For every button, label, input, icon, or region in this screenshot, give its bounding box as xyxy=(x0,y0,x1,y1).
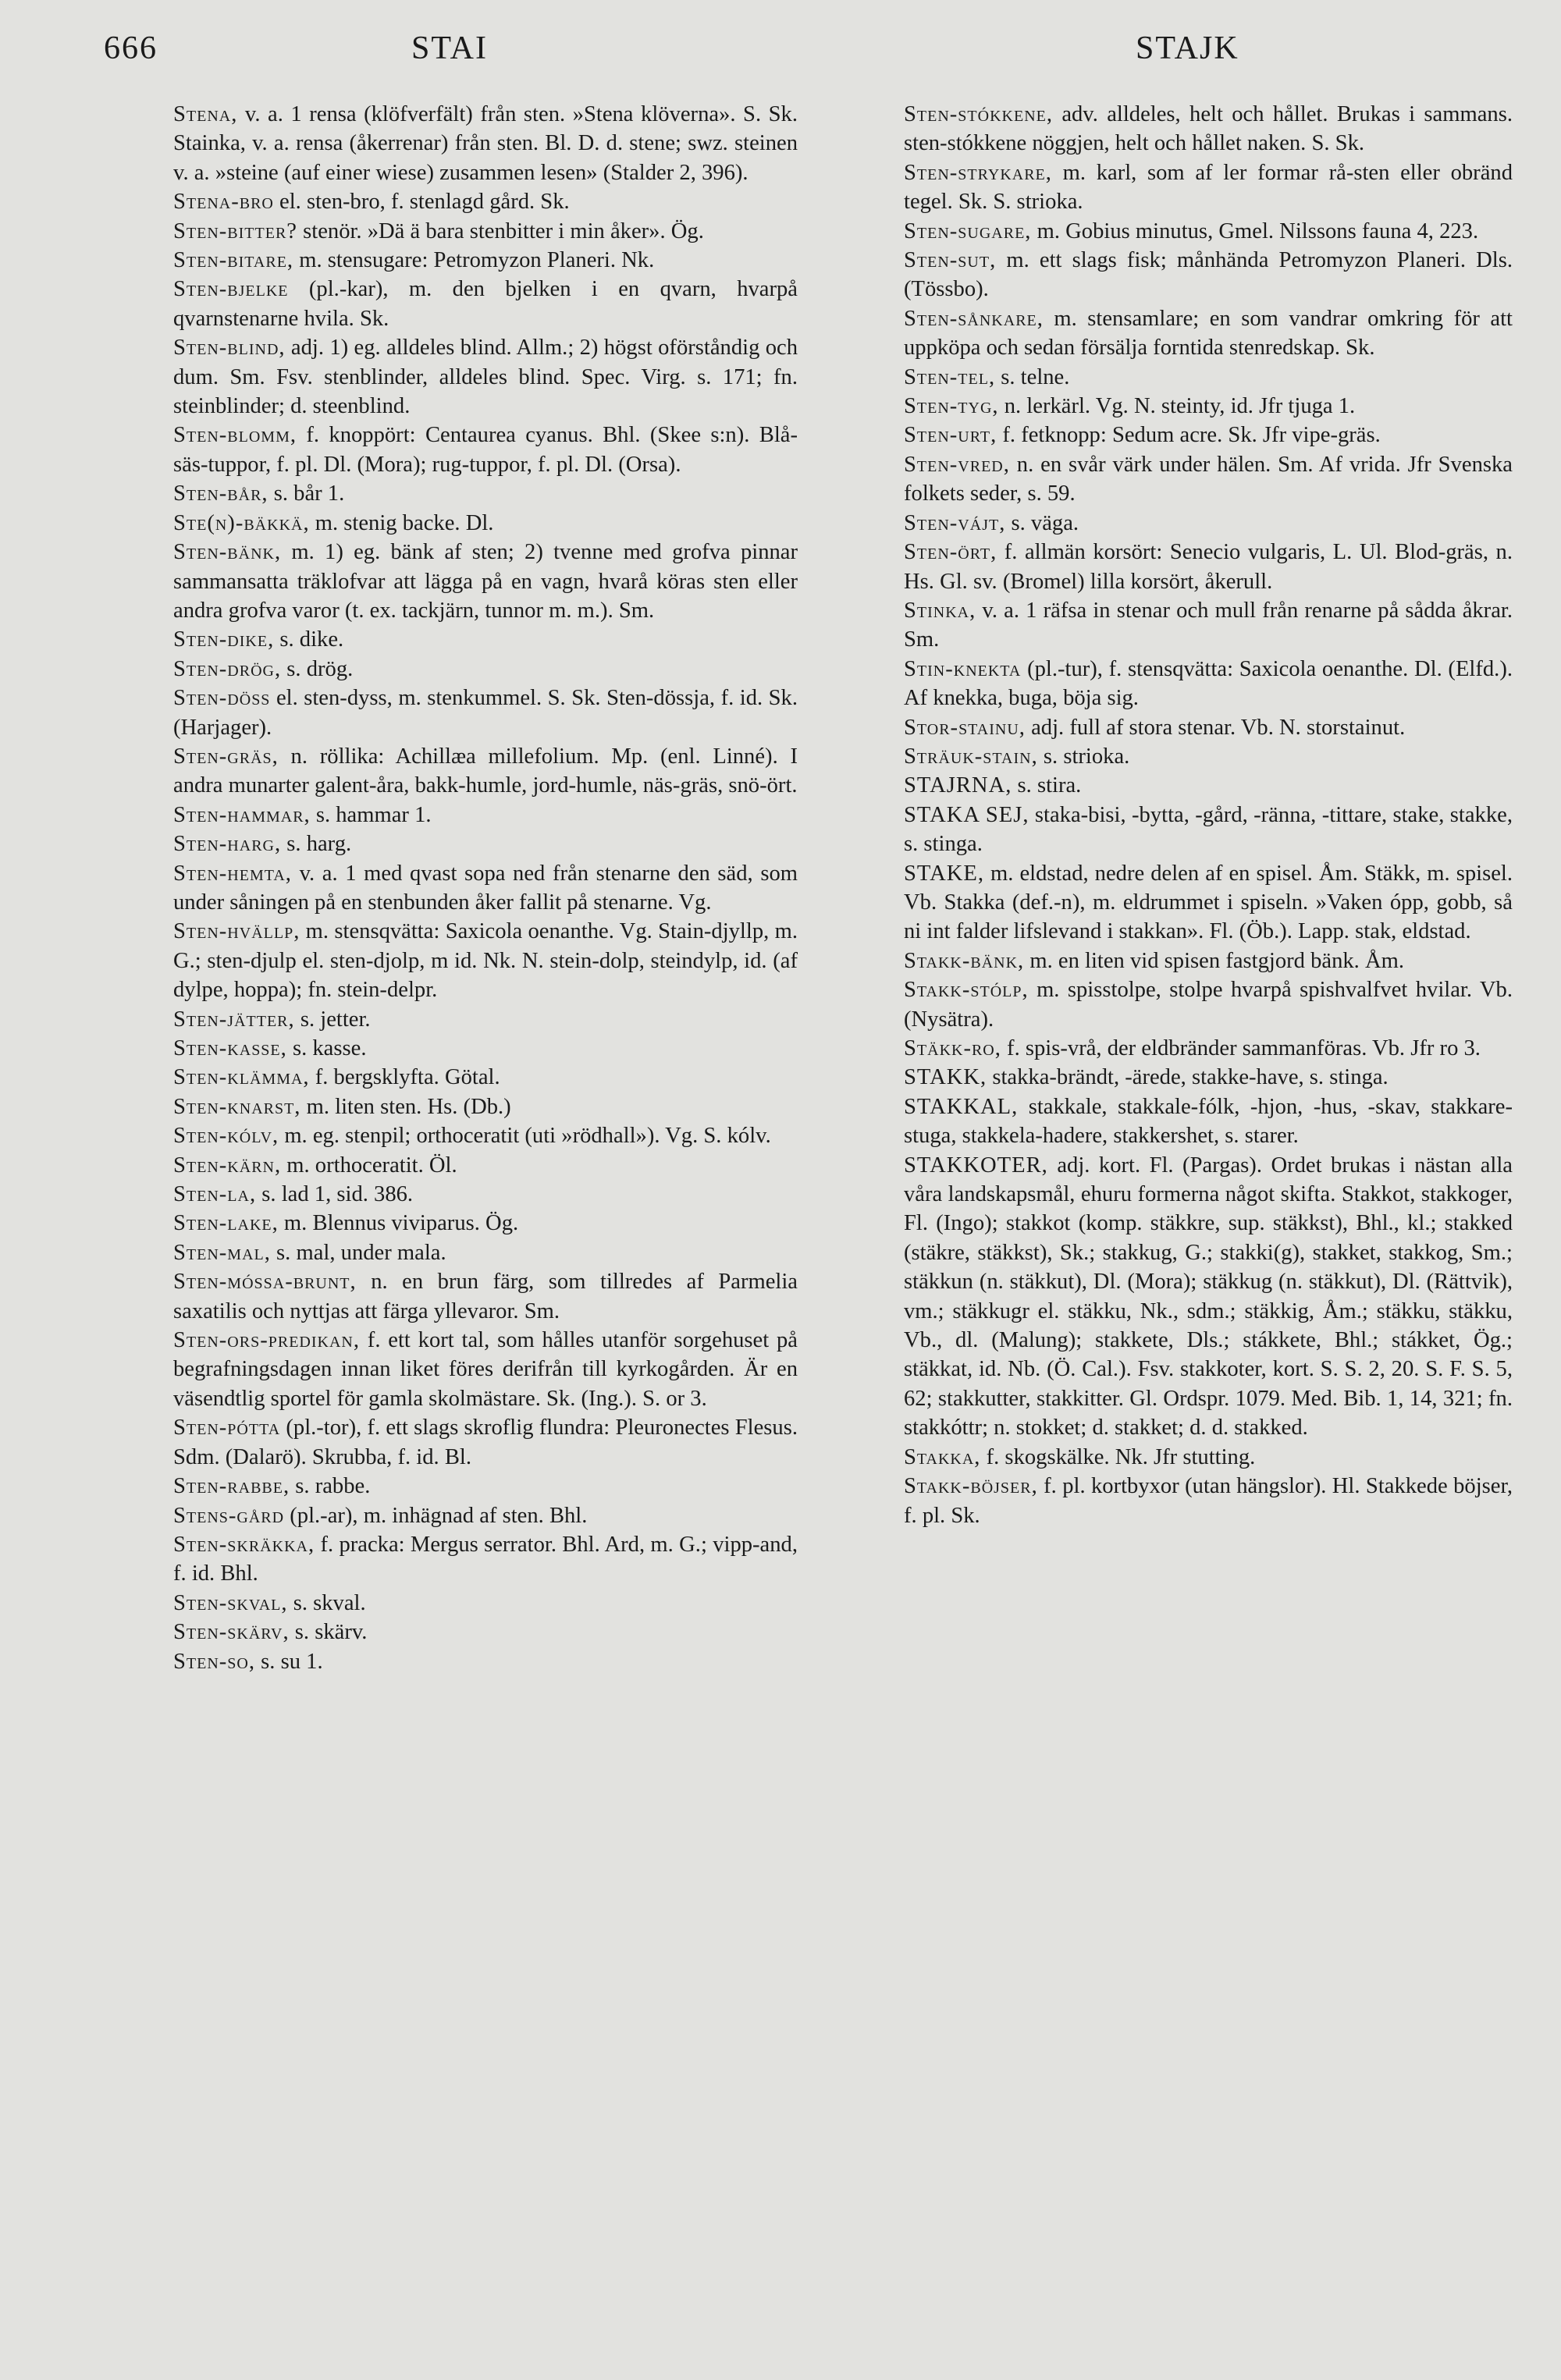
entry-headword: Sten-sånkare, xyxy=(904,306,1044,331)
entry-headword: Sten-sugare, xyxy=(904,218,1032,243)
dictionary-entry xyxy=(173,1005,798,1034)
dictionary-entry xyxy=(904,421,1513,449)
dictionary-entry xyxy=(173,1092,798,1121)
entry-headword: Sten-bitter? xyxy=(173,218,297,243)
entry-headword: Sten-so, xyxy=(173,1649,256,1674)
entry-headword: Sten-vred, xyxy=(904,452,1010,477)
dictionary-entry xyxy=(904,392,1513,421)
entry-headword: STAKA SEJ, xyxy=(904,802,1029,827)
entry-definition: f. pl. kortbyxor (utan hängslor). Hl. Stakkede böjser, f. pl. Sk. xyxy=(904,1474,1513,1528)
entry-headword: STAJRNA, xyxy=(904,773,1012,798)
dictionary-entry xyxy=(904,975,1513,1034)
entry-definition: f. ett kort tal, som hålles utanför sorgehuset på begrafningsdagen innan liket föres derifrån till kyrkogården. Är en väsendtlig sportel för gamla skolmästare. Sk. (Ing.). S. or 3. xyxy=(173,1328,798,1411)
dictionary-entry xyxy=(173,655,798,684)
entry-headword: Sten-bår, xyxy=(173,481,268,506)
entry-headword: Stin-knekta xyxy=(904,656,1022,681)
entry-headword: Sten-blind, xyxy=(173,336,286,361)
entry-headword: Sten-la, xyxy=(173,1182,257,1207)
entry-headword: Sten-hemta, xyxy=(173,861,292,886)
entry-definition: stakka-brändt, -ärede, stakke-have, s. stinga. xyxy=(987,1065,1389,1090)
entry-definition: m. stensqvätta: Saxicola oenanthe. Vg. Stain-djyllp, m. G.; sten-djulp el. sten-djolp, m id. Nk. N. stein-dolp, steindylp, id. (af dylpe, hoppa); fn. stein-delpr. xyxy=(173,919,798,1003)
entry-headword: Stor-stainu, xyxy=(904,715,1026,740)
dictionary-entry xyxy=(904,1034,1513,1063)
dictionary-entry xyxy=(904,801,1513,859)
entry-definition: m. stensugare: Petromyzon Planeri. Nk. xyxy=(293,248,655,273)
dictionary-entry xyxy=(173,538,798,625)
entry-headword: Sten-harg, xyxy=(173,832,282,857)
dictionary-entry xyxy=(173,1530,798,1589)
dictionary-entry xyxy=(173,917,798,1004)
entry-headword: Sten-ört, xyxy=(904,540,997,565)
entry-headword: Sten-kasse, xyxy=(173,1036,287,1060)
entry-headword: Sten-lake, xyxy=(173,1211,279,1236)
entry-headword: Stakka, xyxy=(904,1444,981,1469)
entry-headword: Sten-urt, xyxy=(904,423,997,448)
entry-definition: m. ett slags fisk; månhända Petromyzon Planeri. Dls. (Tössbo). xyxy=(904,248,1513,302)
entry-definition: s. kasse. xyxy=(286,1036,367,1060)
dictionary-entry xyxy=(904,304,1513,363)
dictionary-entry xyxy=(904,538,1513,596)
entry-headword: Sten-bitare, xyxy=(173,248,294,273)
dictionary-entry xyxy=(173,1034,798,1063)
dictionary-entry xyxy=(904,509,1513,538)
entry-headword: Sträuk-stain, xyxy=(904,744,1038,769)
entry-headword: Sten-vájt, xyxy=(904,510,1006,535)
entry-definition: s. lad 1, sid. 386. xyxy=(256,1182,414,1207)
entry-headword: Stäkk-ro, xyxy=(904,1036,1001,1060)
entry-headword: Sten-pótta xyxy=(173,1416,281,1440)
entry-definition: m. karl, som af ler formar rå-sten eller obränd tegel. Sk. S. strioka. xyxy=(904,160,1513,215)
dictionary-entry xyxy=(904,246,1513,304)
dictionary-entry xyxy=(904,217,1513,246)
entry-headword: Sten-gräs, xyxy=(173,744,279,769)
dictionary-entry xyxy=(904,947,1513,975)
dictionary-entry xyxy=(904,859,1513,947)
entry-definition: n. en svår värk under hälen. Sm. Af vrida. Jfr Svenska folkets seder, s. 59. xyxy=(904,452,1513,506)
entry-definition: adj. full af stora stenar. Vb. N. storstainut. xyxy=(1025,715,1406,740)
entry-headword: Sten-bjelke xyxy=(173,277,289,302)
entry-headword: Sten-hammar, xyxy=(173,802,311,827)
entry-headword: Stena-bro xyxy=(173,190,274,215)
entry-definition: adj. kort. Fl. (Pargas). Ordet brukas i nästan alla våra landskapsmål, ehuru formerna något skifta. Stakkot, stakkoger, Fl. (Ingo); stakkot (komp. stäkkre, sup. stäkkst), Bhl., kl.; stakked (stäkre, stäkkst), Sk.; stakkug, G.; stakki(g), stakket, stakkog, Sm.; stäkkun (n. stäkkut), Dl. (Mora); stäkkug (n. stäkkut), Dl. (Rättvik), vm.; stäkkugr el. stäkku, Nk., sdm.; stäkkig, Åm.; stäkku, stäkku, Vb., dl. (Malung); stakkete, Dls.; stákkete, Bhl.; stákket, Ög.; stäkkat, id. Nb. (Ö. Cal.). Fsv. stakkoter, kort. S. S. 2, 20. S. F. S. 5, 62; stakkutter, stakkitter. Gl. Ordspr. 1079. Med. Bib. 1, 14, 321; fn. stakkóttr; n. stokket; d. stakket; d. d. stakked. xyxy=(904,1153,1513,1440)
dictionary-entry xyxy=(173,742,798,801)
entry-definition: f. pracka: Mergus serrator. Bhl. Ard, m. G.; vipp-and, f. id. Bhl. xyxy=(173,1532,798,1586)
entry-definition: stenör. »Dä ä bara stenbitter i min åker». Ög. xyxy=(297,218,704,243)
dictionary-entry xyxy=(173,829,798,858)
entry-definition: m. eg. stenpil; orthoceratit (uti »rödhall»). Vg. S. kólv. xyxy=(279,1124,771,1149)
entry-headword: Sten-skval, xyxy=(173,1590,288,1615)
dictionary-entry xyxy=(173,1472,798,1501)
entry-headword: Stinka, xyxy=(904,598,976,623)
entry-definition: s. dike. xyxy=(274,627,344,652)
dictionary-entry xyxy=(904,363,1513,392)
dictionary-entry xyxy=(904,655,1513,713)
entry-headword: Sten-tel, xyxy=(904,364,996,389)
entry-headword: Sten-skärv, xyxy=(173,1620,290,1645)
dictionary-entry xyxy=(173,1501,798,1530)
entry-definition: m. Gobius minutus, Gmel. Nilssons fauna 4, 223. xyxy=(1031,218,1479,243)
entry-headword: Sten-drög, xyxy=(173,656,282,681)
dictionary-entry xyxy=(904,771,1513,800)
dictionary-entry xyxy=(173,801,798,829)
entry-definition: s. rabbe. xyxy=(290,1474,371,1499)
entry-definition: v. a. 1 rensa (klöfverfält) från sten. »Stena klöverna». S. Sk. Stainka, v. a. rensa (åkerrenar) från sten. Bl. D. d. stene; swz. steinen v. a. »steine (auf einer wiese) zusammen lesen» (Stalder 2, 396). xyxy=(173,102,798,185)
entry-headword: Sten-klämma, xyxy=(173,1065,310,1090)
entry-definition: s. mal, under mala. xyxy=(270,1240,446,1265)
entry-headword: Sten-móssa-brunt, xyxy=(173,1270,357,1295)
dictionary-entry xyxy=(173,1647,798,1676)
entry-headword: Sten-kólv, xyxy=(173,1124,279,1149)
dictionary-entry xyxy=(173,479,798,508)
right-running-title: STAJK xyxy=(1136,30,1239,66)
dictionary-entry xyxy=(904,158,1513,217)
entry-definition: adj. 1) eg. alldeles blind. Allm.; 2) högst oförståndig och dum. Sm. Fsv. stenblinder, alldeles blind. Spec. Virg. s. 171; fn. steinblinder; d. steenblind. xyxy=(173,336,798,419)
entry-headword: Stena, xyxy=(173,102,238,126)
entry-definition: n. en brun färg, som tillredes af Parmelia saxatilis och nyttjas att färga yllevaror. Sm. xyxy=(173,1270,798,1323)
entry-headword: Sten-kärn, xyxy=(173,1153,282,1178)
entry-headword: Sten-ors-predikan, xyxy=(173,1328,360,1353)
entry-headword: Sten-döss xyxy=(173,686,271,711)
dictionary-entry xyxy=(173,421,798,479)
entry-definition: (pl.-tur), f. stensqvätta: Saxicola oenanthe. Dl. (Elfd.). Af knekka, buga, böja sig. xyxy=(904,656,1513,711)
dictionary-entry xyxy=(173,333,798,421)
dictionary-entry xyxy=(173,100,798,187)
entry-definition: s. strioka. xyxy=(1037,744,1130,769)
entry-headword: Sten-mal, xyxy=(173,1240,271,1265)
entry-definition: s. telne. xyxy=(995,364,1070,389)
entry-headword: Sten-strykare, xyxy=(904,160,1052,185)
entry-headword: Sten-knarst, xyxy=(173,1094,301,1119)
dictionary-entry xyxy=(904,742,1513,771)
dictionary-entry xyxy=(173,1326,798,1413)
entry-headword: Sten-bänk, xyxy=(173,540,282,565)
dictionary-entry xyxy=(173,859,798,918)
entry-headword: Sten-jätter, xyxy=(173,1007,295,1032)
entry-definition: f. spis-vrå, der eldbränder sammanföras. Vb. Jfr ro 3. xyxy=(1001,1036,1481,1060)
left-column xyxy=(173,100,798,1676)
entry-headword: Sten-sut, xyxy=(904,248,997,273)
entry-definition: s. harg. xyxy=(281,832,352,857)
entry-definition: s. su 1. xyxy=(255,1649,323,1674)
dictionary-entry xyxy=(173,625,798,654)
dictionary-entry xyxy=(173,217,798,246)
dictionary-entry xyxy=(173,1589,798,1618)
entry-definition: v. a. 1 räfsa in stenar och mull från renarne på sådda åkrar. Sm. xyxy=(904,598,1513,652)
entry-definition: (pl.-ar), m. inhägnad af sten. Bhl. xyxy=(284,1503,588,1528)
entry-definition: m. orthoceratit. Öl. xyxy=(281,1153,457,1178)
dictionary-entry xyxy=(173,1209,798,1238)
dictionary-entry xyxy=(904,450,1513,509)
entry-definition: m. stenig backe. Dl. xyxy=(309,510,494,535)
entry-headword: Sten-tyg, xyxy=(904,394,999,419)
entry-headword: Stakk-böjser, xyxy=(904,1474,1038,1499)
entry-headword: Sten-skräkka, xyxy=(173,1532,315,1557)
dictionary-entry xyxy=(173,1238,798,1267)
dictionary-entry xyxy=(904,1443,1513,1472)
entry-definition: m. liten sten. Hs. (Db.) xyxy=(300,1094,511,1119)
entry-headword: Ste(n)-bäkkä, xyxy=(173,510,310,535)
entry-headword: Sten-rabbe, xyxy=(173,1474,290,1499)
dictionary-entry xyxy=(173,1121,798,1150)
entry-headword: Stens-gård xyxy=(173,1503,285,1528)
dictionary-entry xyxy=(173,684,798,742)
right-column xyxy=(904,100,1513,1530)
entry-headword: Sten-stókkene, xyxy=(904,102,1053,126)
dictionary-entry xyxy=(173,1180,798,1209)
entry-definition: m. spisstolpe, stolpe hvarpå spishvalfvet hvilar. Vb. (Nysätra). xyxy=(904,978,1513,1032)
entry-definition: s. väga. xyxy=(1005,510,1079,535)
running-header xyxy=(0,30,1561,76)
entry-headword: Sten-hvällp, xyxy=(173,919,300,944)
dictionary-entry xyxy=(173,1413,798,1472)
entry-definition: s. jetter. xyxy=(294,1007,371,1032)
entry-definition: el. sten-dyss, m. stenkummel. S. Sk. Sten-dössja, f. id. Sk. (Harjager). xyxy=(173,686,798,740)
dictionary-entry xyxy=(173,187,798,216)
dictionary-entry xyxy=(173,1151,798,1180)
entry-definition: m. stensamlare; en som vandrar omkring för att uppköpa och sedan försälja forntida stenredskap. Sk. xyxy=(904,306,1513,361)
entry-definition: el. sten-bro, f. stenlagd gård. Sk. xyxy=(273,190,570,215)
entry-definition: f. fetknopp: Sedum acre. Sk. Jfr vipe-gräs. xyxy=(997,423,1381,448)
entry-definition: f. skogskälke. Nk. Jfr stutting. xyxy=(980,1444,1256,1469)
dictionary-entry xyxy=(173,246,798,275)
dictionary-entry xyxy=(173,509,798,538)
entry-headword: STAKKAL, xyxy=(904,1094,1019,1119)
dictionary-entry xyxy=(173,1063,798,1092)
entry-definition: s. stira. xyxy=(1012,773,1082,798)
entry-definition: m. en liten vid spisen fastgjord bänk. Åm. xyxy=(1024,948,1405,973)
entry-headword: STAKE, xyxy=(904,861,984,886)
dictionary-entry xyxy=(173,1267,798,1326)
entry-headword: Sten-dike, xyxy=(173,627,275,652)
entry-headword: Stakk-stólp, xyxy=(904,978,1029,1003)
entry-headword: Stakk-bänk, xyxy=(904,948,1025,973)
left-running-title: STAI xyxy=(411,30,488,66)
entry-definition: adv. alldeles, helt och hållet. Brukas i sammans. sten-stókkene nöggjen, helt och hållet naken. S. Sk. xyxy=(904,102,1513,156)
entry-definition: s. bår 1. xyxy=(268,481,345,506)
page-number: 666 xyxy=(104,30,158,66)
dictionary-entry xyxy=(904,1472,1513,1530)
entry-headword: STAKKOTER, xyxy=(904,1153,1048,1178)
entry-definition: n. röllika: Achillæa millefolium. Mp. (enl. Linné). I andra munarter galent-åra, bakk-humle, jord-humle, näs-gräs, snö-ört. xyxy=(173,744,798,798)
dictionary-entry xyxy=(173,1618,798,1646)
entry-definition: (pl.-tor), f. ett slags skroflig flundra: Pleuronectes Flesus. Sdm. (Dalarö). Skrubba, f. id. Bl. xyxy=(173,1416,798,1469)
dictionary-entry xyxy=(173,275,798,333)
dictionary-entry xyxy=(904,596,1513,655)
entry-definition: m. 1) eg. bänk af sten; 2) tvenne med grofva pinnar sammansatta träklofvar att lägga på en vagn, hvarå köras sten eller andra grofva varor (t. ex. tackjärn, tunnor m. m.). Sm. xyxy=(173,540,798,623)
entry-definition: s. skval. xyxy=(287,1590,366,1615)
entry-definition: f. knoppört: Centaurea cyanus. Bhl. (Skee s:n). Blå-säs-tuppor, f. pl. Dl. (Mora); rug-tuppor, f. pl. Dl. (Orsa). xyxy=(173,423,798,477)
dictionary-entry xyxy=(904,713,1513,742)
entry-definition: f. allmän korsört: Senecio vulgaris, L. Ul. Blod-gräs, n. Hs. Gl. sv. (Bromel) lilla korsört, åkerull. xyxy=(904,540,1513,594)
dictionary-entry xyxy=(904,1151,1513,1443)
dictionary-entry xyxy=(904,1092,1513,1151)
entry-definition: s. hammar 1. xyxy=(310,802,432,827)
entry-definition: n. lerkärl. Vg. N. steinty, id. Jfr tjuga 1. xyxy=(998,394,1356,419)
entry-definition: m. eldstad, nedre delen af en spisel. Åm. Stäkk, m. spisel. Vb. Stakka (def.-n), m. eldrummet i spiseln. »Vaken ópp, gobb, så ni int falder lifslevand i stakkan». Fl. (Öb.). Lapp. stak, eldstad. xyxy=(904,861,1513,944)
entry-definition: staka-bisi, -bytta, -gård, -ränna, -tittare, stake, stakke, s. stinga. xyxy=(904,802,1513,857)
entry-definition: m. Blennus viviparus. Ög. xyxy=(278,1211,519,1236)
entry-headword: Sten-blomm, xyxy=(173,423,297,448)
entry-headword: STAKK, xyxy=(904,1065,987,1090)
dictionary-entry xyxy=(904,100,1513,158)
entry-definition: stakkale, stakkale-fólk, -hjon, -hus, -skav, stakkare-stuga, stakkela-hadere, stakkershet, s. starer. xyxy=(904,1094,1513,1149)
entry-definition: s. skärv. xyxy=(289,1620,368,1645)
dictionary-entry xyxy=(904,1063,1513,1092)
entry-definition: (pl.-kar), m. den bjelken i en qvarn, hvarpå qvarnstenarne hvila. Sk. xyxy=(173,277,798,331)
entry-definition: v. a. 1 med qvast sopa ned från stenarne den säd, som under såningen på en stenbunden åker fallit på stenarne. Vg. xyxy=(173,861,798,915)
entry-definition: f. bergsklyfta. Götal. xyxy=(309,1065,500,1090)
entry-definition: s. drög. xyxy=(281,656,354,681)
